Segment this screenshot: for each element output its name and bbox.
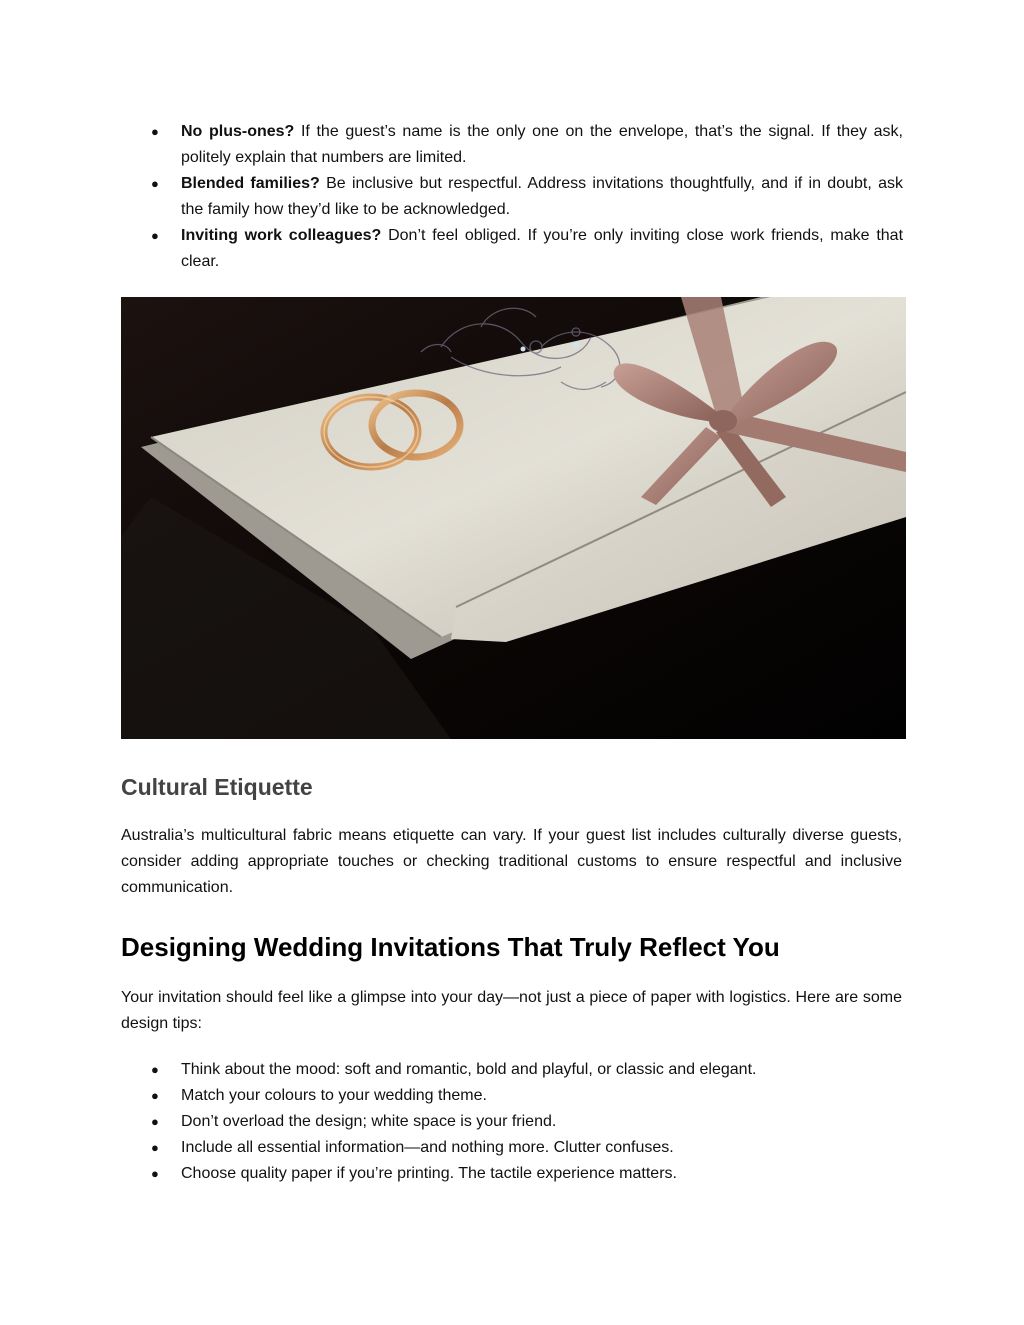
- list-item-bold: Blended families?: [181, 175, 320, 192]
- list-item: [121, 1135, 903, 1161]
- cultural-etiquette-paragraph: Australia’s multicultural fabric means etiquette can vary. If your guest list includes culturally diverse guests, consider adding appropriate touches or checking traditional customs to ensure respectful and inclusive communication.: [121, 827, 902, 896]
- list-item: [121, 1161, 903, 1187]
- bullet-icon: ●: [151, 228, 159, 243]
- design-tips-list: [121, 1057, 903, 1187]
- list-item-text: Don’t overload the design; white space is your friend.: [181, 1113, 557, 1130]
- bullet-icon: ●: [151, 1140, 159, 1155]
- list-item-text: Don’t feel obliged. If you’re only inviting close work friends, make that clear.: [181, 227, 904, 270]
- designing-invitations-heading: Designing Wedding Invitations That Truly Reflect You: [121, 932, 780, 962]
- list-item-bold: Inviting work colleagues?: [181, 227, 382, 244]
- bullet-icon: ●: [151, 1088, 159, 1103]
- list-item-bold: No plus-ones?: [181, 123, 295, 140]
- list-item: [121, 171, 903, 223]
- bullet-icon: ●: [151, 1114, 159, 1129]
- list-item-text: Include all essential information—and nothing more. Clutter confuses.: [181, 1139, 674, 1156]
- list-item: [121, 223, 903, 275]
- design-intro-paragraph: Your invitation should feel like a glimpse into your day—not just a piece of paper with logistics. Here are some design tips:: [121, 989, 902, 1032]
- list-item-text: Choose quality paper if you’re printing. The tactile experience matters.: [181, 1165, 677, 1182]
- list-item: [121, 119, 903, 171]
- bullet-icon: ●: [151, 1166, 159, 1181]
- bullet-icon: ●: [151, 1062, 159, 1077]
- list-item-text: Think about the mood: soft and romantic, bold and playful, or classic and elegant.: [181, 1061, 757, 1078]
- guest-etiquette-list: [121, 119, 903, 275]
- bullet-icon: ●: [151, 124, 159, 139]
- list-item: [121, 1057, 903, 1083]
- list-item-text: If the guest’s name is the only one on the envelope, that’s the signal. If they ask, politely explain that numbers are limited.: [181, 123, 904, 166]
- wedding-invitation-photo: [121, 297, 906, 739]
- list-item-text: Match your colours to your wedding theme.: [181, 1087, 487, 1104]
- list-item: [121, 1109, 903, 1135]
- list-item-text: Be inclusive but respectful. Address invitations thoughtfully, and if in doubt, ask the family how they’d like to be acknowledged.: [181, 175, 903, 218]
- list-item: [121, 1083, 903, 1109]
- cultural-etiquette-heading: Cultural Etiquette: [121, 774, 313, 800]
- bullet-icon: ●: [151, 176, 159, 191]
